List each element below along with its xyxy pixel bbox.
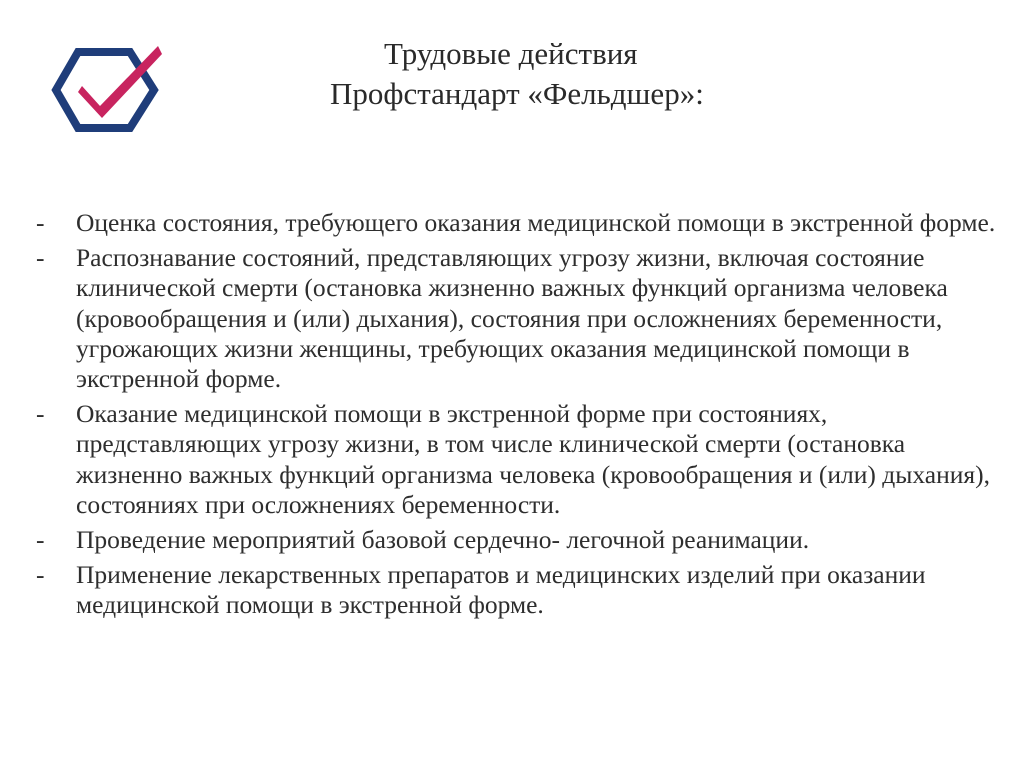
list-item-text: Распознавание состояний, представляющих угрозу жизни, включая состояние клинической смерти (остановка жизненно важных функций организма человека (кровообращения и (или) дыхания), состояния при осложнениях беременности, угрожающих жизни женщины, требующих оказания медицинской помощи в экстренной форме. — [76, 243, 948, 394]
list-marker: - — [36, 525, 45, 555]
list-marker: - — [36, 560, 45, 590]
logo-graphic — [50, 40, 170, 140]
page-title — [330, 34, 810, 114]
list-item — [36, 525, 1006, 555]
list-item — [36, 560, 1006, 620]
list-item — [36, 208, 1006, 238]
list-item — [36, 399, 1006, 520]
list-item — [36, 243, 1006, 394]
list-item-text: Проведение мероприятий базовой сердечно- легочной реанимации. — [76, 525, 810, 555]
list-item-text: Оказание медицинской помощи в экстренной форме при состояниях, представляющих угрозу жизни, в том числе клинической смерти (остановка жизненно важных функций организма человека (кровообращения и (или) дыхания), состояниях при осложнениях беременности. — [76, 399, 990, 519]
title-line-2: Профстандарт «Фельдшер»: — [330, 76, 704, 111]
hexagon-outline — [56, 52, 154, 128]
labor-actions-list — [36, 208, 1006, 626]
checkmark-hexagon-icon — [50, 40, 170, 140]
list-marker: - — [36, 243, 45, 273]
list-item-text: Применение лекарственных препаратов и медицинских изделий при оказании медицинской помощи в экстренной форме. — [76, 560, 926, 620]
title-line-1: Трудовые действия — [384, 36, 638, 71]
list-marker: - — [36, 208, 45, 237]
list-marker: - — [36, 399, 45, 429]
list-item-text: Оценка состояния, требующего оказания медицинской помощи в экстренной форме. — [76, 208, 996, 237]
